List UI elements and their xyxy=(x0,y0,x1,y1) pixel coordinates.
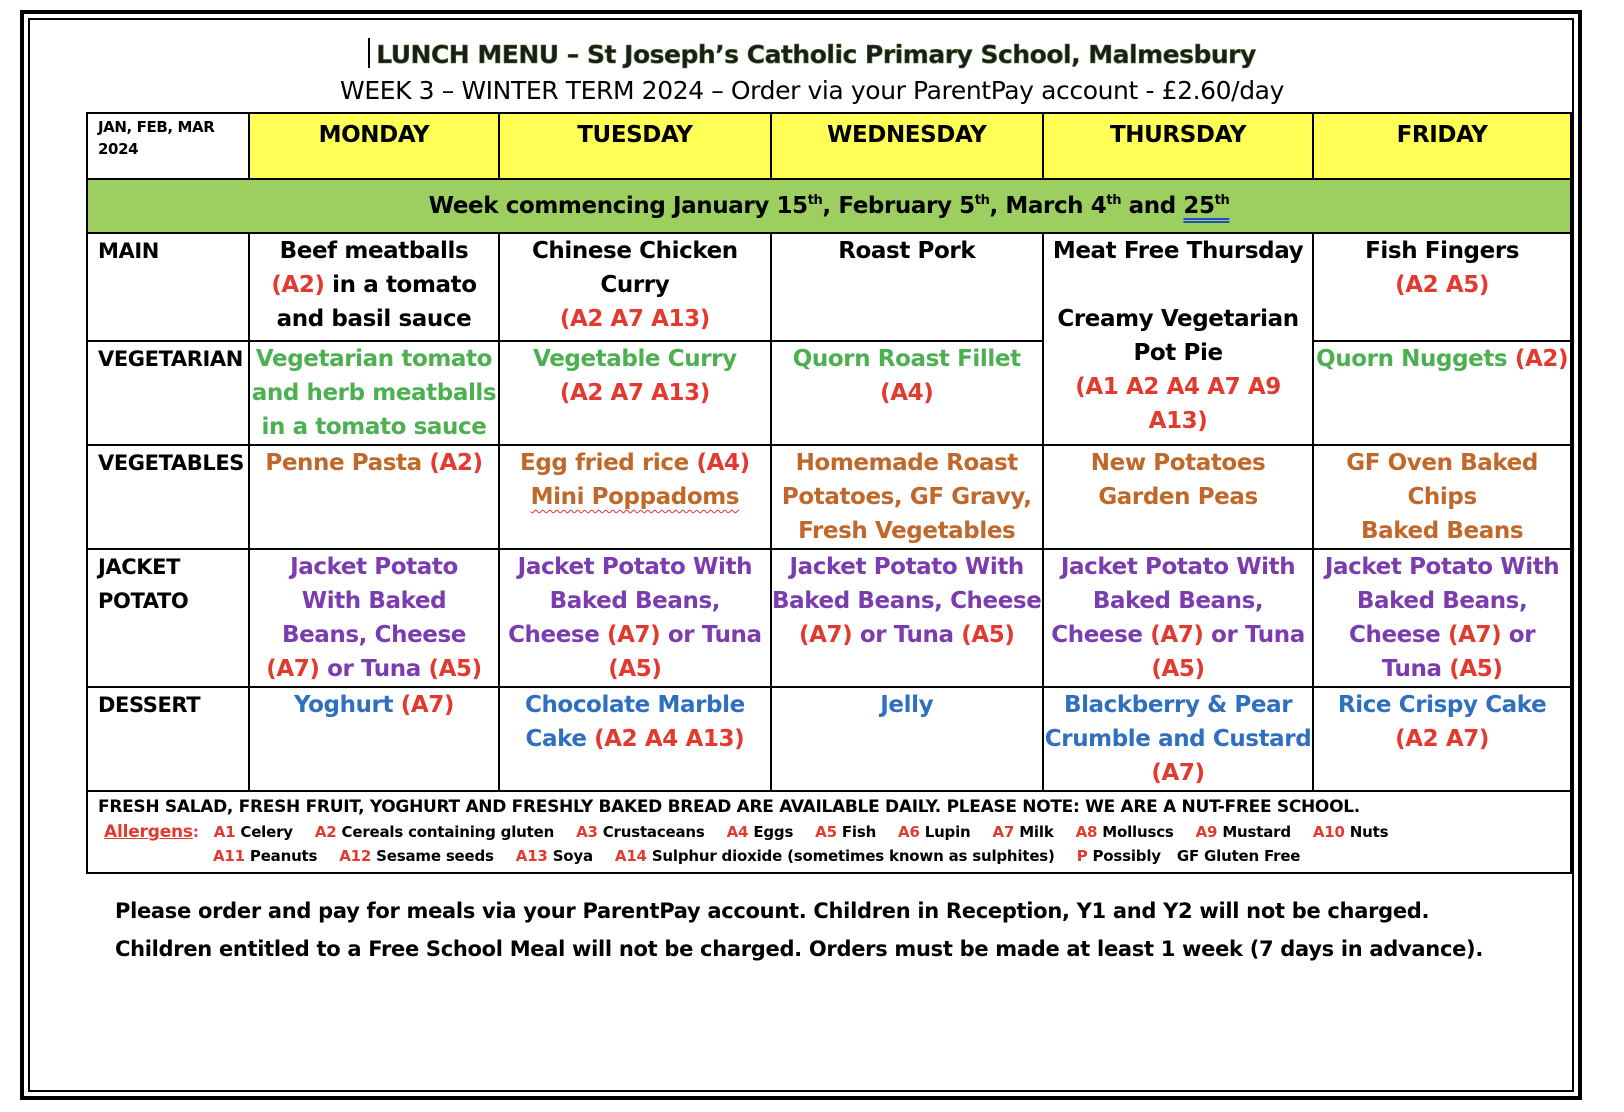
allergen-code: (A7) xyxy=(798,622,853,648)
allergen-code: (A7) xyxy=(400,692,454,718)
header-row xyxy=(87,113,1571,179)
wc-sup-2: th xyxy=(974,193,990,208)
dish-text: GF Oven Baked Chips xyxy=(1346,450,1538,510)
dish-text: Meat Free Thursday xyxy=(1052,238,1304,264)
ordering-notes xyxy=(115,892,1483,968)
vegetarian-friday xyxy=(1313,341,1571,445)
main-wednesday xyxy=(771,233,1043,341)
row-label-dessert: DESSERT xyxy=(87,687,249,791)
allergen-code: A1 xyxy=(213,823,236,841)
dish-text: Fish Fingers xyxy=(1365,238,1520,264)
dish-text: Mini Poppadoms xyxy=(530,484,740,510)
allergen-code: (A7) xyxy=(1447,622,1502,648)
date-range-cell: JAN, FEB, MAR 2024 xyxy=(87,113,249,179)
school-title: LUNCH MENU – St Joseph’s Catholic Primary School, Malmesbury xyxy=(376,40,1256,69)
allergen-code: A4 xyxy=(726,823,749,841)
dish-text: Homemade Roast Potatoes, GF Gravy, Fresh Vegetables xyxy=(781,450,1032,544)
wc-text-4: and xyxy=(1121,193,1184,219)
main-monday xyxy=(249,233,499,341)
row-label-vegetables: VEGETABLES xyxy=(87,445,249,549)
menu-title xyxy=(0,38,1624,69)
row-label-text: JACKET POTATO xyxy=(98,555,189,613)
dish-text: Blackberry & Pear Crumble and Custard xyxy=(1044,692,1312,752)
allergen-code: (A7) xyxy=(1150,622,1204,648)
row-label-vegetarian: VEGETARIAN xyxy=(87,341,249,445)
allergen-code: (A2) xyxy=(271,272,325,298)
vegetarian-monday xyxy=(249,341,499,445)
dessert-monday xyxy=(249,687,499,791)
dish-text: Egg fried rice xyxy=(520,450,697,476)
allergen-key xyxy=(98,820,1570,868)
wc-text-2: , February 5 xyxy=(822,193,975,219)
allergen-code: A2 xyxy=(314,823,337,841)
allergen-code: A3 xyxy=(576,823,598,841)
row-label-jacket-potato xyxy=(87,549,249,687)
dish-text: Beef meatballs xyxy=(279,238,469,264)
day-header-thursday: THURSDAY xyxy=(1043,113,1313,179)
allergen-code: A7 xyxy=(992,823,1015,841)
allergen-code: (A4) xyxy=(880,380,934,406)
allergen-code: (A2 A5) xyxy=(1395,272,1490,298)
allergen-code: (A5) xyxy=(428,656,482,682)
vegetarian-row xyxy=(87,341,1571,445)
vegetables-thursday xyxy=(1043,445,1313,549)
allergen-code: A5 xyxy=(815,823,837,841)
allergen-code: (A5) xyxy=(1151,656,1205,682)
allergen-name: Soya xyxy=(547,847,593,865)
allergen-code: (A2) xyxy=(429,450,483,476)
wc-sup-1: th xyxy=(807,193,823,208)
dish-text: Baked Beans xyxy=(1361,518,1524,544)
dish-text: or Tuna xyxy=(852,622,962,648)
dessert-friday xyxy=(1313,687,1571,791)
dish-text: Yoghurt xyxy=(294,692,401,718)
dish-text: Quorn Roast Fillet xyxy=(792,346,1021,372)
ordering-note-2: Children entitled to a Free School Meal will not be charged. Orders must be made at least 1 week (7 days in advance). xyxy=(115,937,1484,961)
dish-text: Roast Pork xyxy=(838,238,976,264)
dessert-row xyxy=(87,687,1571,791)
dish-text: or Tuna xyxy=(1203,622,1305,648)
dessert-thursday xyxy=(1043,687,1313,791)
week-commencing-row xyxy=(87,179,1571,233)
allergen-code: (A5) xyxy=(1449,656,1503,682)
allergen-list-2 xyxy=(213,847,1300,865)
allergen-name: Mustard xyxy=(1217,823,1291,841)
allergen-name: Cereals containing gluten xyxy=(336,823,555,841)
dish-text: or Tuna xyxy=(1381,622,1536,682)
allergen-name: Eggs xyxy=(748,823,794,841)
allergen-code: A8 xyxy=(1075,823,1098,841)
ordering-note-1: Please order and pay for meals via your ParentPay account. Children in Reception, Y1 and Y2 will not be charged. xyxy=(115,899,1430,923)
day-header-wednesday: WEDNESDAY xyxy=(771,113,1043,179)
footer-row xyxy=(87,791,1571,873)
jacket-wednesday xyxy=(771,549,1043,687)
allergen-code: (A5) xyxy=(608,656,662,682)
dish-text: Chocolate Marble Cake xyxy=(524,692,745,752)
allergen-code: A14 xyxy=(614,847,647,865)
vegetables-friday xyxy=(1313,445,1571,549)
allergens-label: Allergens xyxy=(104,822,193,842)
allergen-name: Crustaceans xyxy=(597,823,705,841)
footer-info xyxy=(87,791,1571,873)
allergen-code: (A2 A4 A13) xyxy=(594,726,745,752)
jacket-monday xyxy=(249,549,499,687)
jacket-tuesday xyxy=(499,549,770,687)
allergen-code: (A7) xyxy=(607,622,661,648)
allergen-key-row-2 xyxy=(98,844,1570,868)
wc-sup-3: th xyxy=(1106,193,1122,208)
allergen-name: Celery xyxy=(235,823,293,841)
allergen-name: Sesame seeds xyxy=(371,847,494,865)
wc-sup-5: th xyxy=(1214,193,1230,208)
lunch-menu-table xyxy=(86,112,1572,874)
dish-text: Quorn Nuggets xyxy=(1316,346,1515,372)
dish-text: Vegetable Curry xyxy=(533,346,737,372)
dish-text: or Tuna xyxy=(660,622,762,648)
allergen-name: Lupin xyxy=(919,823,971,841)
vegetables-tuesday xyxy=(499,445,770,549)
allergen-name: Milk xyxy=(1014,823,1054,841)
allergens-colon: : xyxy=(192,823,199,841)
dish-text: Rice Crispy Cake xyxy=(1337,692,1547,718)
dish-text: Jacket Potato With Baked Beans, Cheese xyxy=(1324,554,1560,648)
allergen-code: (A7) xyxy=(1151,760,1205,786)
main-tuesday xyxy=(499,233,770,341)
allergen-code: P xyxy=(1076,847,1088,865)
allergen-key-row-1 xyxy=(98,820,1570,844)
allergen-code: A9 xyxy=(1195,823,1218,841)
allergen-code: A11 xyxy=(213,847,245,865)
vegetarian-tuesday xyxy=(499,341,770,445)
vegetables-wednesday xyxy=(771,445,1043,549)
allergen-list-1 xyxy=(214,823,1389,841)
text-cursor xyxy=(368,38,370,68)
day-header-monday: MONDAY xyxy=(249,113,499,179)
dish-text: in a tomato and basil sauce xyxy=(276,272,477,332)
allergen-code: (A7) xyxy=(266,656,320,682)
dish-text: Creamy Vegetarian Pot Pie xyxy=(1057,306,1299,366)
wc-text-5: 25 xyxy=(1183,193,1215,219)
wc-text-3: , March 4 xyxy=(989,193,1107,219)
jacket-potato-row xyxy=(87,549,1571,687)
allergen-code: (A2 A7 A13) xyxy=(559,380,710,406)
dish-text: Jacket Potato With Baked Beans, Cheese xyxy=(1051,554,1296,648)
dish-text: Garden Peas xyxy=(1098,484,1258,510)
dish-text: Jelly xyxy=(880,692,934,718)
dessert-tuesday xyxy=(499,687,770,791)
allergen-name: Molluscs xyxy=(1097,823,1174,841)
dish-text: Penne Pasta xyxy=(265,450,430,476)
jacket-thursday xyxy=(1043,549,1313,687)
main-friday xyxy=(1313,233,1571,341)
allergen-code: (A2) xyxy=(1514,346,1569,372)
allergen-name: Nuts xyxy=(1344,823,1389,841)
allergen-code: (A2 A7) xyxy=(1395,726,1490,752)
week-commencing-banner xyxy=(87,179,1571,233)
allergen-code: (A2 A7 A13) xyxy=(559,306,710,332)
dish-text: or Tuna xyxy=(319,656,429,682)
allergen-code: A6 xyxy=(898,823,920,841)
allergen-code: A13 xyxy=(515,847,548,865)
daily-availability-note: FRESH SALAD, FRESH FRUIT, YOGHURT AND FRESHLY BAKED BREAD ARE AVAILABLE DAILY. PLEASE NOTE: WE ARE A NUT-FREE SCHOOL. xyxy=(98,797,1360,817)
vegetables-monday xyxy=(249,445,499,549)
allergen-name: Fish xyxy=(836,823,877,841)
allergen-name: Possibly xyxy=(1087,847,1161,865)
allergen-name: GF Gluten Free xyxy=(1176,847,1301,865)
jacket-friday xyxy=(1313,549,1571,687)
dish-text: New Potatoes xyxy=(1090,450,1266,476)
dish-text: Jacket Potato With Baked Beans, Cheese xyxy=(281,554,466,648)
main-row xyxy=(87,233,1571,341)
dish-text: Vegetarian tomato and herb meatballs in a tomato sauce xyxy=(251,346,497,440)
dish-text: Jacket Potato With Baked Beans, Cheese xyxy=(772,554,1042,614)
allergen-name: Peanuts xyxy=(244,847,318,865)
day-header-friday: FRIDAY xyxy=(1313,113,1571,179)
day-header-tuesday: TUESDAY xyxy=(499,113,770,179)
dessert-wednesday xyxy=(771,687,1043,791)
allergen-code: (A4) xyxy=(696,450,750,476)
allergen-code: A12 xyxy=(339,847,372,865)
vegetarian-wednesday xyxy=(771,341,1043,445)
dish-text: Chinese Chicken Curry xyxy=(531,238,738,298)
row-label-main: MAIN xyxy=(87,233,249,341)
wc-last-date xyxy=(1183,193,1229,219)
week-subtitle: WEEK 3 – WINTER TERM 2024 – Order via your ParentPay account - £2.60/day xyxy=(340,76,1284,105)
wc-text-1: Week commencing January 15 xyxy=(428,193,808,219)
allergen-code: (A1 A2 A4 A7 A9 A13) xyxy=(1075,374,1281,434)
allergen-code: A10 xyxy=(1312,823,1345,841)
main-vegetarian-thursday xyxy=(1043,233,1313,445)
allergen-name: Sulphur dioxide (sometimes known as sulphites) xyxy=(646,847,1055,865)
allergen-code: (A5) xyxy=(961,622,1015,648)
vegetables-row xyxy=(87,445,1571,549)
dish-text: Jacket Potato With Baked Beans, Cheese xyxy=(508,554,753,648)
